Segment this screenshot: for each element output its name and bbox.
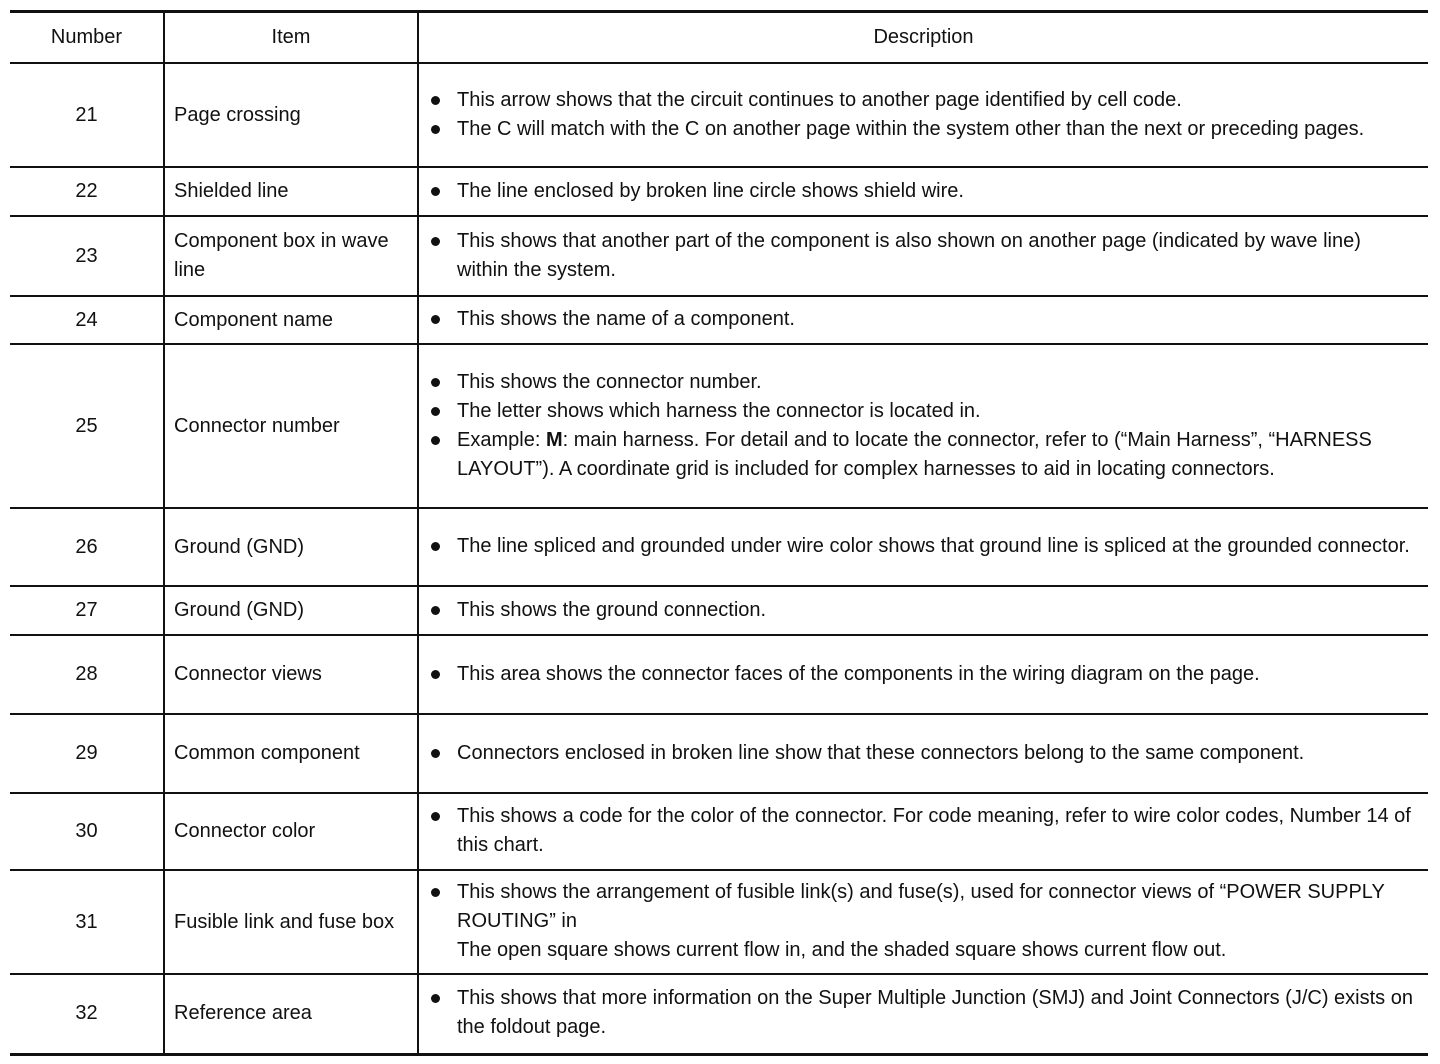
- row-item: Connector number: [164, 344, 418, 508]
- bullet-text: This arrow shows that the circuit continues to another page identified by cell code.: [457, 88, 1182, 111]
- bullet-dot-icon: [431, 994, 440, 1003]
- row-item: Reference area: [164, 974, 418, 1054]
- table-header: [10, 12, 1428, 64]
- bullet-dot-icon: [431, 670, 440, 679]
- header-number: Number: [10, 12, 164, 64]
- table-row: [10, 296, 1428, 344]
- continuation-text: The open square shows current flow in, and the shaded square shows current flow out.: [457, 939, 1227, 961]
- table-row: [10, 974, 1428, 1054]
- row-description: [418, 586, 1428, 635]
- bullet-item: [427, 227, 1414, 285]
- bullet-item: [427, 368, 1414, 397]
- row-item: Page crossing: [164, 63, 418, 167]
- row-item: Connector color: [164, 793, 418, 870]
- row-number: 23: [10, 216, 164, 296]
- bullet-dot-icon: [431, 888, 440, 897]
- row-description: [418, 344, 1428, 508]
- bullet-item: [427, 802, 1414, 860]
- bullet-text: This shows the ground connection.: [457, 598, 767, 621]
- row-number: 22: [10, 167, 164, 216]
- bullet-text: This shows the name of a component.: [457, 308, 795, 330]
- bullet-dot-icon: [431, 749, 440, 758]
- table-row: [10, 714, 1428, 793]
- bullet-dot-icon: [431, 407, 440, 416]
- row-item: Common component: [164, 714, 418, 793]
- example-prefix: Example:: [457, 428, 546, 451]
- bullet-item: [427, 878, 1414, 936]
- row-item: Component box in wave line: [164, 216, 418, 296]
- bullet-text: This shows a code for the color of the connector. For code meaning, refer to wire color codes, Number 14 of this chart.: [457, 805, 1411, 856]
- row-description: [418, 63, 1428, 167]
- table-row: [10, 344, 1428, 508]
- row-description: [418, 974, 1428, 1054]
- bullet-item: [427, 984, 1414, 1042]
- header-row: [10, 12, 1428, 64]
- bullet-item: [427, 86, 1414, 115]
- row-item: Shielded line: [164, 167, 418, 216]
- row-description: [418, 296, 1428, 344]
- row-description: [418, 167, 1428, 216]
- bullet-text: Connectors enclosed in broken line show that these connectors belong to the same component.: [457, 741, 1305, 764]
- bullet-item: [427, 177, 1414, 206]
- table-row: [10, 508, 1428, 586]
- bullet-dot-icon: [431, 237, 440, 246]
- row-number: 27: [10, 586, 164, 635]
- bullet-item: [427, 532, 1414, 561]
- row-description: [418, 793, 1428, 870]
- table-row: [10, 586, 1428, 635]
- row-item: Fusible link and fuse box: [164, 870, 418, 974]
- bullet-text: This shows that more information on the Super Multiple Junction (SMJ) and Joint Connectors (J/C) exists on the foldout page.: [457, 987, 1413, 1039]
- row-item: Component name: [164, 296, 418, 344]
- bullet-dot-icon: [431, 378, 440, 387]
- row-number: 30: [10, 793, 164, 870]
- bullet-dot-icon: [431, 315, 440, 324]
- bullet-item: [427, 660, 1414, 689]
- row-number: 32: [10, 974, 164, 1054]
- bullet-text: This area shows the connector faces of the components in the wiring diagram on the page.: [457, 662, 1260, 685]
- bullet-dot-icon: [431, 812, 440, 821]
- row-number: 29: [10, 714, 164, 793]
- row-number: 25: [10, 344, 164, 508]
- table-row: [10, 870, 1428, 974]
- row-number: 26: [10, 508, 164, 586]
- bullet-text: The line enclosed by broken line circle shows shield wire.: [457, 179, 964, 202]
- bullet-dot-icon: [431, 96, 440, 105]
- row-description: [418, 508, 1428, 586]
- row-description: [418, 870, 1428, 974]
- table-row: [10, 63, 1428, 167]
- header-description: Description: [418, 12, 1428, 64]
- table-row: [10, 167, 1428, 216]
- bullet-item: [427, 305, 1414, 334]
- legend-table: [10, 10, 1428, 1056]
- header-item: Item: [164, 12, 418, 64]
- table-row: [10, 793, 1428, 870]
- bullet-text: The C will match with the C on another page within the system other than the next or preceding pages.: [457, 117, 1365, 140]
- bullet-item: [427, 426, 1414, 484]
- row-description: [418, 216, 1428, 296]
- table-row: [10, 635, 1428, 714]
- row-number: 28: [10, 635, 164, 714]
- bullet-item: [427, 596, 1414, 625]
- row-number: 21: [10, 63, 164, 167]
- row-number: 24: [10, 296, 164, 344]
- bullet-text: The letter shows which harness the connector is located in.: [457, 399, 981, 422]
- harness-letter: M: [545, 428, 563, 451]
- row-item: Ground (GND): [164, 586, 418, 635]
- bullet-item: [427, 115, 1414, 144]
- row-number: 31: [10, 870, 164, 974]
- bullet-text: This shows that another part of the component is also shown on another page (indicated by wave line) within the system.: [457, 229, 1361, 281]
- bullet-dot-icon: [431, 436, 440, 445]
- row-item: Ground (GND): [164, 508, 418, 586]
- row-description: [418, 714, 1428, 793]
- bullet-text: : main harness. For detail and to locate the connector, refer to (“Main Harness”, “HARNESS LAYOUT”). A coordinate grid is included for complex harnesses to aid in locating connectors.: [457, 428, 1372, 480]
- table-row: [10, 216, 1428, 296]
- bullet-dot-icon: [431, 606, 440, 615]
- bullet-item: [427, 397, 1414, 426]
- bullet-text: This shows the connector number.: [457, 370, 762, 393]
- bullet-dot-icon: [431, 125, 440, 134]
- bullet-dot-icon: [431, 542, 440, 551]
- table-body: [10, 63, 1428, 1054]
- row-item: Connector views: [164, 635, 418, 714]
- bullet-text: This shows the arrangement of fusible link(s) and fuse(s), used for connector views of “POWER SUPPLY ROUTING” in: [457, 881, 1385, 932]
- bullet-text: The line spliced and grounded under wire color shows that ground line is spliced at the grounded connector.: [457, 535, 1410, 557]
- bullet-dot-icon: [431, 187, 440, 196]
- row-description: [418, 635, 1428, 714]
- bullet-item: [427, 739, 1414, 768]
